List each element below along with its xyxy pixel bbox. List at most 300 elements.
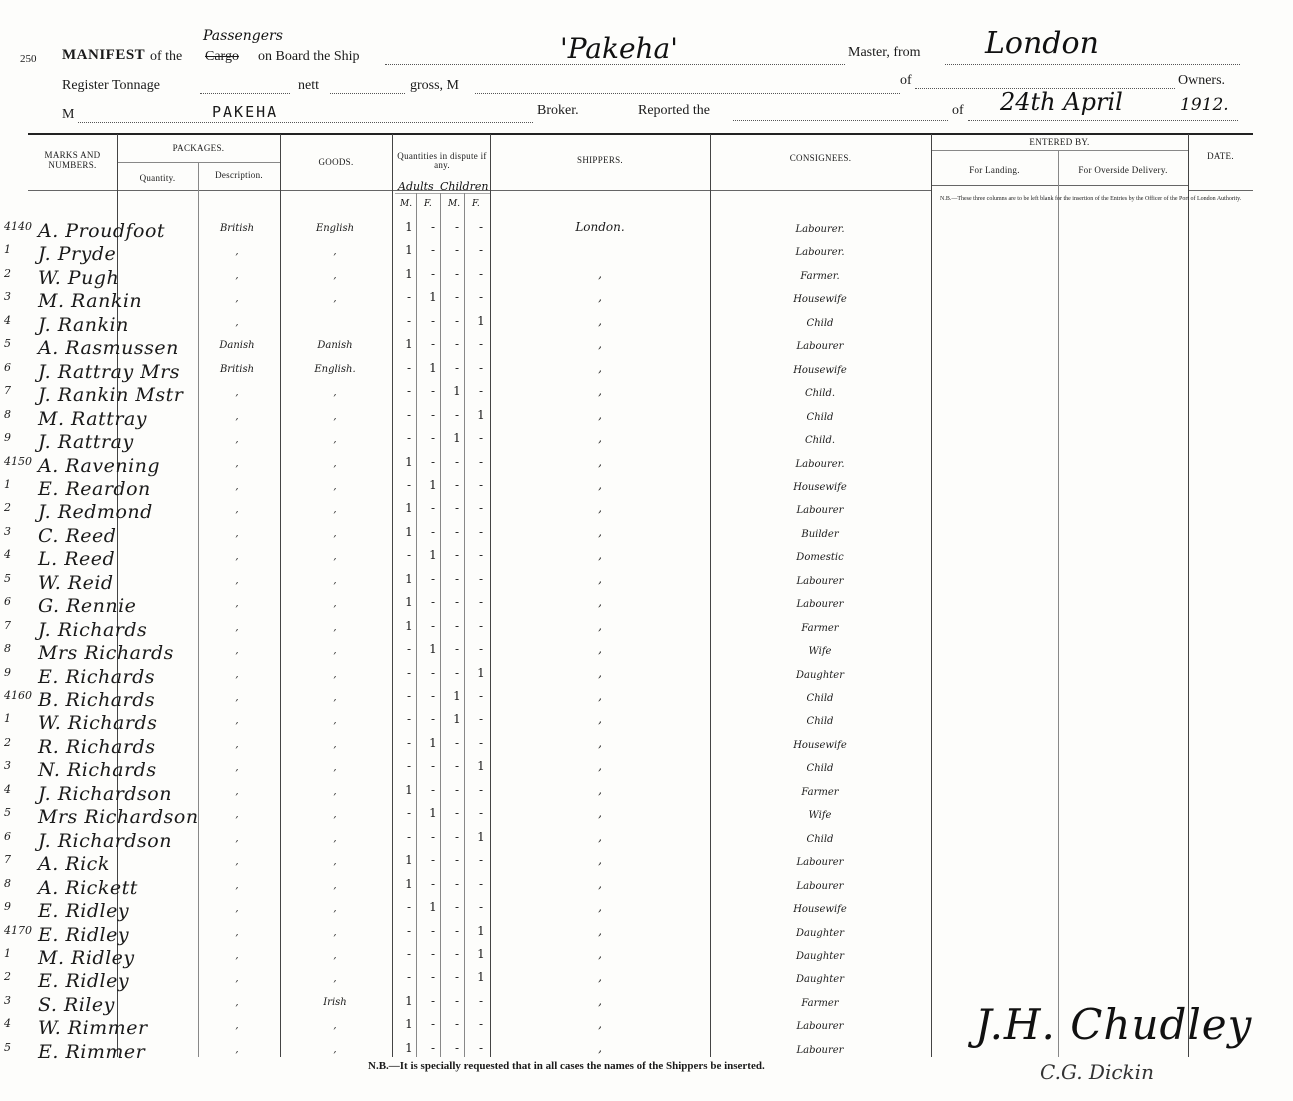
passenger-name: B. Richards <box>38 689 156 711</box>
shipper: , <box>598 1040 602 1055</box>
row-number: 5 <box>4 571 11 585</box>
occupation: Wife <box>808 646 832 658</box>
occupation: Labourer. <box>795 458 845 470</box>
count-am: - <box>406 290 412 305</box>
package-nationality: , <box>235 903 239 915</box>
passenger-name: A. Proudfoot <box>38 220 166 242</box>
shipper: , <box>598 689 602 703</box>
count-cf: - <box>478 524 484 539</box>
shipper: , <box>598 829 602 844</box>
row-number: 3 <box>4 290 11 304</box>
count-cm: - <box>454 1040 460 1055</box>
count-cf: 1 <box>477 313 485 328</box>
col-adult-f: F. <box>424 199 432 209</box>
table-row <box>0 359 1293 383</box>
passenger-name: M. Rattray <box>38 407 148 430</box>
shipper: , <box>598 360 602 375</box>
count-am: 1 <box>405 1017 413 1032</box>
count-cm: 1 <box>453 712 461 727</box>
table-row <box>0 218 1293 242</box>
on-board-label: on Board the Ship <box>258 49 360 64</box>
count-cf: - <box>478 454 484 469</box>
goods-nationality: , <box>333 269 337 281</box>
row-number: 4140 <box>4 220 32 233</box>
count-am: - <box>406 946 412 961</box>
table-row <box>0 499 1293 523</box>
col-marks-numbers: MARKS AND NUMBERS. <box>44 150 101 170</box>
count-cm: - <box>454 970 460 985</box>
table-row <box>0 968 1293 992</box>
count-am: 1 <box>405 1040 413 1055</box>
col-shippers: SHIPPERS. <box>577 155 623 165</box>
package-nationality: , <box>235 621 239 633</box>
table-row <box>0 875 1293 899</box>
shipper: , <box>598 571 602 586</box>
count-cm: - <box>454 571 460 586</box>
count-am: - <box>406 407 412 422</box>
occupation: Housewife <box>793 364 847 376</box>
goods-nationality: , <box>333 621 337 633</box>
goods-nationality: , <box>333 738 337 750</box>
count-am: - <box>406 712 412 727</box>
package-nationality: , <box>235 973 239 985</box>
row-number: 4 <box>4 313 11 327</box>
count-cm: - <box>454 923 460 938</box>
count-af: 1 <box>429 735 437 750</box>
count-cf: - <box>478 993 484 1008</box>
package-nationality: , <box>235 269 239 281</box>
occupation: Housewife <box>793 294 847 306</box>
row-number: 6 <box>4 595 11 609</box>
count-af: - <box>430 946 436 961</box>
goods-nationality: , <box>333 973 337 985</box>
count-cf: - <box>478 220 484 234</box>
col-for-overside: For Overside Delivery. <box>1078 165 1168 175</box>
occupation: Labourer <box>796 1021 844 1033</box>
count-af: - <box>430 571 436 586</box>
goods-nationality: , <box>333 762 337 774</box>
shipper: , <box>598 337 602 352</box>
count-cm: - <box>454 243 460 258</box>
goods-nationality: , <box>333 434 337 446</box>
shipper: , <box>598 642 602 657</box>
count-cm: - <box>454 782 460 797</box>
count-af: - <box>430 618 436 633</box>
goods-nationality: , <box>333 1020 337 1032</box>
count-cf: - <box>478 712 484 727</box>
occupation: Child <box>806 411 834 423</box>
shipper: , <box>598 853 602 868</box>
col-disputed: Quantities in dispute if any. <box>397 151 487 170</box>
occupation: Builder <box>801 528 839 540</box>
count-af: - <box>430 243 436 258</box>
row-number: 8 <box>4 876 11 890</box>
table-row <box>0 335 1293 359</box>
occupation: Housewife <box>793 481 847 493</box>
table-row <box>0 757 1293 781</box>
row-number: 2 <box>4 501 11 515</box>
occupation: Wife <box>808 810 832 822</box>
occupation: Child <box>806 317 834 329</box>
passenger-name: J. Pryde <box>38 243 117 266</box>
package-nationality: , <box>235 996 239 1008</box>
count-cm: - <box>454 642 460 657</box>
count-am: 1 <box>405 876 413 891</box>
table-row <box>0 640 1293 664</box>
count-cm: - <box>454 1017 460 1032</box>
count-cf: - <box>478 806 484 821</box>
package-nationality: , <box>235 574 239 586</box>
row-number: 4160 <box>4 689 32 702</box>
passenger-name: L. Reed <box>38 548 116 571</box>
count-cm: - <box>454 220 460 234</box>
package-nationality: , <box>235 762 239 774</box>
occupation: Labourer <box>796 599 844 611</box>
goods-nationality: Irish <box>323 996 347 1008</box>
count-am: 1 <box>405 243 413 258</box>
goods-nationality: , <box>333 645 337 657</box>
passenger-name: J. Richardson <box>38 829 172 852</box>
table-row <box>0 687 1293 711</box>
table-row <box>0 945 1293 969</box>
count-am: - <box>406 477 412 492</box>
col-adults: Adults <box>398 180 434 193</box>
col-date: DATE. <box>1207 151 1234 161</box>
nett-label: nett <box>298 78 319 93</box>
count-af: 1 <box>429 642 437 657</box>
ship-name: 'Pakeha' <box>560 32 678 65</box>
count-cm: - <box>454 266 460 281</box>
package-nationality: , <box>235 832 239 844</box>
passenger-name: J. Rankin <box>38 313 129 336</box>
occupation: Child <box>806 763 834 775</box>
passenger-name: N. Richards <box>38 759 157 782</box>
goods-nationality: , <box>333 480 337 492</box>
goods-nationality: , <box>333 387 337 399</box>
passenger-name: E. Ridley <box>38 900 130 923</box>
count-am: - <box>406 689 412 703</box>
count-cf: - <box>478 337 484 352</box>
package-nationality: , <box>235 551 239 563</box>
col-for-landing: For Landing. <box>969 165 1020 175</box>
count-af: - <box>430 313 436 328</box>
occupation: Labourer <box>796 880 844 892</box>
goods-nationality: English <box>315 223 355 234</box>
occupation: Daughter <box>796 950 844 962</box>
shipper: , <box>598 712 602 727</box>
goods-nationality: , <box>333 527 337 539</box>
shipper: , <box>598 900 602 915</box>
shipper: , <box>598 946 602 961</box>
count-cm: - <box>454 501 460 516</box>
passenger-name: J. Rattray <box>38 431 134 454</box>
gross-label: gross, M <box>410 78 460 93</box>
count-af: 1 <box>429 360 437 375</box>
manifest-title: MANIFEST <box>62 47 146 63</box>
count-am: - <box>406 384 412 399</box>
goods-nationality: , <box>333 668 337 680</box>
table-row <box>0 664 1293 688</box>
table-row <box>0 453 1293 477</box>
count-am: 1 <box>405 853 413 868</box>
owners-label: Owners. <box>1178 73 1226 88</box>
table-row <box>0 476 1293 500</box>
occupation: Farmer <box>801 622 839 634</box>
m-label: M <box>62 107 75 122</box>
count-af: - <box>430 923 436 938</box>
count-cf: - <box>478 360 484 375</box>
count-af: - <box>430 782 436 797</box>
goods-nationality: , <box>333 293 337 305</box>
row-number: 1 <box>4 477 11 491</box>
row-number: 2 <box>4 970 11 984</box>
passenger-name: W. Richards <box>38 712 158 735</box>
passenger-name: C. Reed <box>38 524 117 547</box>
passenger-name: Mrs Richardson <box>38 806 199 829</box>
table-row <box>0 593 1293 617</box>
count-cm: - <box>454 524 460 539</box>
passenger-name: J. Richardson <box>38 782 172 805</box>
count-am: 1 <box>405 571 413 586</box>
package-nationality: , <box>235 949 239 961</box>
row-number: 4 <box>4 782 11 796</box>
table-row <box>0 312 1293 336</box>
row-number: 4150 <box>4 454 32 468</box>
row-number: 3 <box>4 759 11 773</box>
goods-nationality: , <box>333 809 337 821</box>
col-adult-m: M. <box>400 199 413 209</box>
goods-nationality: Danish <box>317 340 353 352</box>
package-nationality: British <box>219 363 255 375</box>
shipper: , <box>598 618 602 633</box>
count-cm: - <box>454 946 460 961</box>
count-cm: - <box>454 337 460 352</box>
occupation: Farmer <box>801 786 839 798</box>
count-af: - <box>430 431 436 446</box>
shipper: , <box>598 759 602 774</box>
occupation: Daughter <box>796 974 844 986</box>
occupation: Labourer <box>796 341 844 353</box>
count-af: - <box>430 970 436 985</box>
count-cm: - <box>454 829 460 844</box>
count-cf: - <box>478 266 484 281</box>
count-am: 1 <box>405 266 413 281</box>
count-af: - <box>430 1017 436 1032</box>
row-number: 3 <box>4 993 11 1007</box>
count-cf: - <box>478 853 484 868</box>
count-am: 1 <box>405 337 413 352</box>
row-number: 1 <box>4 946 11 960</box>
page-number: 250 <box>20 53 37 65</box>
col-child-f: F. <box>472 199 480 209</box>
signature-main: J.H. Chudley <box>975 1000 1253 1049</box>
package-nationality: , <box>235 1043 239 1055</box>
row-number: 2 <box>4 735 11 749</box>
package-nationality: , <box>235 1020 239 1032</box>
count-am: - <box>406 642 412 657</box>
count-af: 1 <box>429 900 437 915</box>
of-label: of <box>900 73 912 88</box>
count-af: - <box>430 384 436 399</box>
count-af: 1 <box>429 806 437 821</box>
count-cf: - <box>478 571 484 586</box>
shipper: , <box>598 970 602 985</box>
passenger-name: E. Reardon <box>38 477 151 500</box>
goods-nationality: , <box>333 457 337 469</box>
report-year: 1912. <box>1180 95 1229 115</box>
package-nationality: Danish <box>219 340 255 352</box>
col-consignees: CONSIGNEES. <box>789 153 852 163</box>
row-number: 5 <box>4 337 11 351</box>
occupation: Daughter <box>796 927 844 939</box>
count-cf: - <box>478 1017 484 1032</box>
package-nationality: , <box>235 504 239 516</box>
col-children: Children <box>440 180 489 193</box>
count-am: - <box>406 759 412 774</box>
count-cm: - <box>454 853 460 868</box>
count-cf: - <box>478 243 484 258</box>
count-cf: - <box>478 900 484 915</box>
passenger-name: M. Rankin <box>38 290 143 313</box>
goods-nationality: , <box>333 879 337 891</box>
shipper: , <box>598 290 602 305</box>
passenger-name: S. Riley <box>38 993 115 1016</box>
row-number: 5 <box>4 806 11 820</box>
count-cm: - <box>454 454 460 469</box>
passenger-name: E. Ridley <box>38 923 130 946</box>
package-nationality: , <box>235 457 239 469</box>
count-am: 1 <box>405 595 413 610</box>
count-af: - <box>430 595 436 610</box>
occupation: Farmer. <box>800 270 840 282</box>
count-cm: 1 <box>453 431 461 446</box>
count-cf: - <box>478 548 484 563</box>
count-cf: 1 <box>477 759 485 774</box>
package-nationality: , <box>235 598 239 610</box>
count-cf: - <box>478 782 484 797</box>
passenger-name: W. Pugh <box>38 266 120 289</box>
count-cm: - <box>454 313 460 328</box>
table-row <box>0 241 1293 265</box>
goods-nationality: , <box>333 856 337 868</box>
count-am: 1 <box>405 454 413 469</box>
passengers-handwritten: Passengers <box>203 28 283 44</box>
occupation: Labourer <box>796 857 844 869</box>
goods-nationality: , <box>333 551 337 563</box>
shipper: , <box>598 384 602 399</box>
count-af: - <box>430 1040 436 1055</box>
count-af: - <box>430 665 436 680</box>
count-af: - <box>430 689 436 703</box>
count-am: 1 <box>405 618 413 633</box>
count-am: 1 <box>405 993 413 1008</box>
count-cf: 1 <box>477 923 485 938</box>
occupation: Housewife <box>793 739 847 751</box>
row-number: 6 <box>4 829 11 843</box>
shipper: , <box>598 313 602 328</box>
package-nationality: , <box>235 809 239 821</box>
count-cf: 1 <box>477 829 485 844</box>
goods-nationality: , <box>333 785 337 797</box>
shipper: , <box>598 923 602 938</box>
occupation: Child. <box>804 435 836 447</box>
count-cf: - <box>478 642 484 657</box>
goods-nationality: , <box>333 410 337 422</box>
shipper: , <box>598 524 602 539</box>
goods-nationality: , <box>333 1043 337 1055</box>
signature-second: C.G. Dickin <box>1040 1060 1154 1084</box>
occupation: Child <box>806 833 834 845</box>
count-am: - <box>406 900 412 915</box>
shipper: , <box>598 454 602 469</box>
count-cf: 1 <box>477 970 485 985</box>
count-cm: - <box>454 665 460 680</box>
count-am: 1 <box>405 524 413 539</box>
count-af: - <box>430 220 436 234</box>
goods-nationality: , <box>333 574 337 586</box>
goods-nationality: , <box>333 246 337 258</box>
passenger-name: E. Richards <box>38 665 156 688</box>
count-af: 1 <box>429 290 437 305</box>
occupation: Labourer <box>796 1044 844 1056</box>
count-am: - <box>406 313 412 328</box>
table-row <box>0 828 1293 852</box>
report-date: 24th April <box>1000 88 1123 116</box>
occupation: Child <box>806 693 834 704</box>
count-af: - <box>430 454 436 469</box>
count-am: - <box>406 923 412 938</box>
package-nationality: , <box>235 879 239 891</box>
row-number: 4170 <box>4 923 32 937</box>
package-nationality: , <box>235 668 239 680</box>
occupation: Domestic <box>796 552 844 564</box>
shipper: , <box>598 431 602 446</box>
row-number: 1 <box>4 712 11 726</box>
passenger-name: J. Rankin Mstr <box>38 384 184 407</box>
row-number: 8 <box>4 407 11 421</box>
occupation: Labourer. <box>795 247 845 259</box>
table-row <box>0 265 1293 289</box>
shipper: , <box>598 477 602 492</box>
shipper: , <box>598 806 602 821</box>
row-number: 7 <box>4 384 11 398</box>
count-af: - <box>430 993 436 1008</box>
passenger-name: E. Ridley <box>38 970 130 993</box>
count-am: 1 <box>405 782 413 797</box>
count-cm: - <box>454 759 460 774</box>
occupation: Housewife <box>793 904 847 916</box>
passenger-name: Mrs Richards <box>38 642 174 665</box>
cargo-struck: Cargo <box>205 49 239 64</box>
count-am: - <box>406 829 412 844</box>
table-row <box>0 288 1293 312</box>
passenger-name: J. Richards <box>38 618 148 641</box>
occupation: Labourer. <box>795 224 845 235</box>
shipper: , <box>598 548 602 563</box>
count-af: - <box>430 876 436 891</box>
table-row <box>0 617 1293 641</box>
count-cf: - <box>478 477 484 492</box>
occupation: Daughter <box>796 669 844 681</box>
row-number: 1 <box>4 243 11 257</box>
shipper: , <box>598 266 602 281</box>
table-row <box>0 382 1293 406</box>
package-nationality: , <box>235 738 239 750</box>
shipper: , <box>598 595 602 610</box>
shipper: , <box>598 876 602 891</box>
count-am: - <box>406 735 412 750</box>
count-af: - <box>430 501 436 516</box>
